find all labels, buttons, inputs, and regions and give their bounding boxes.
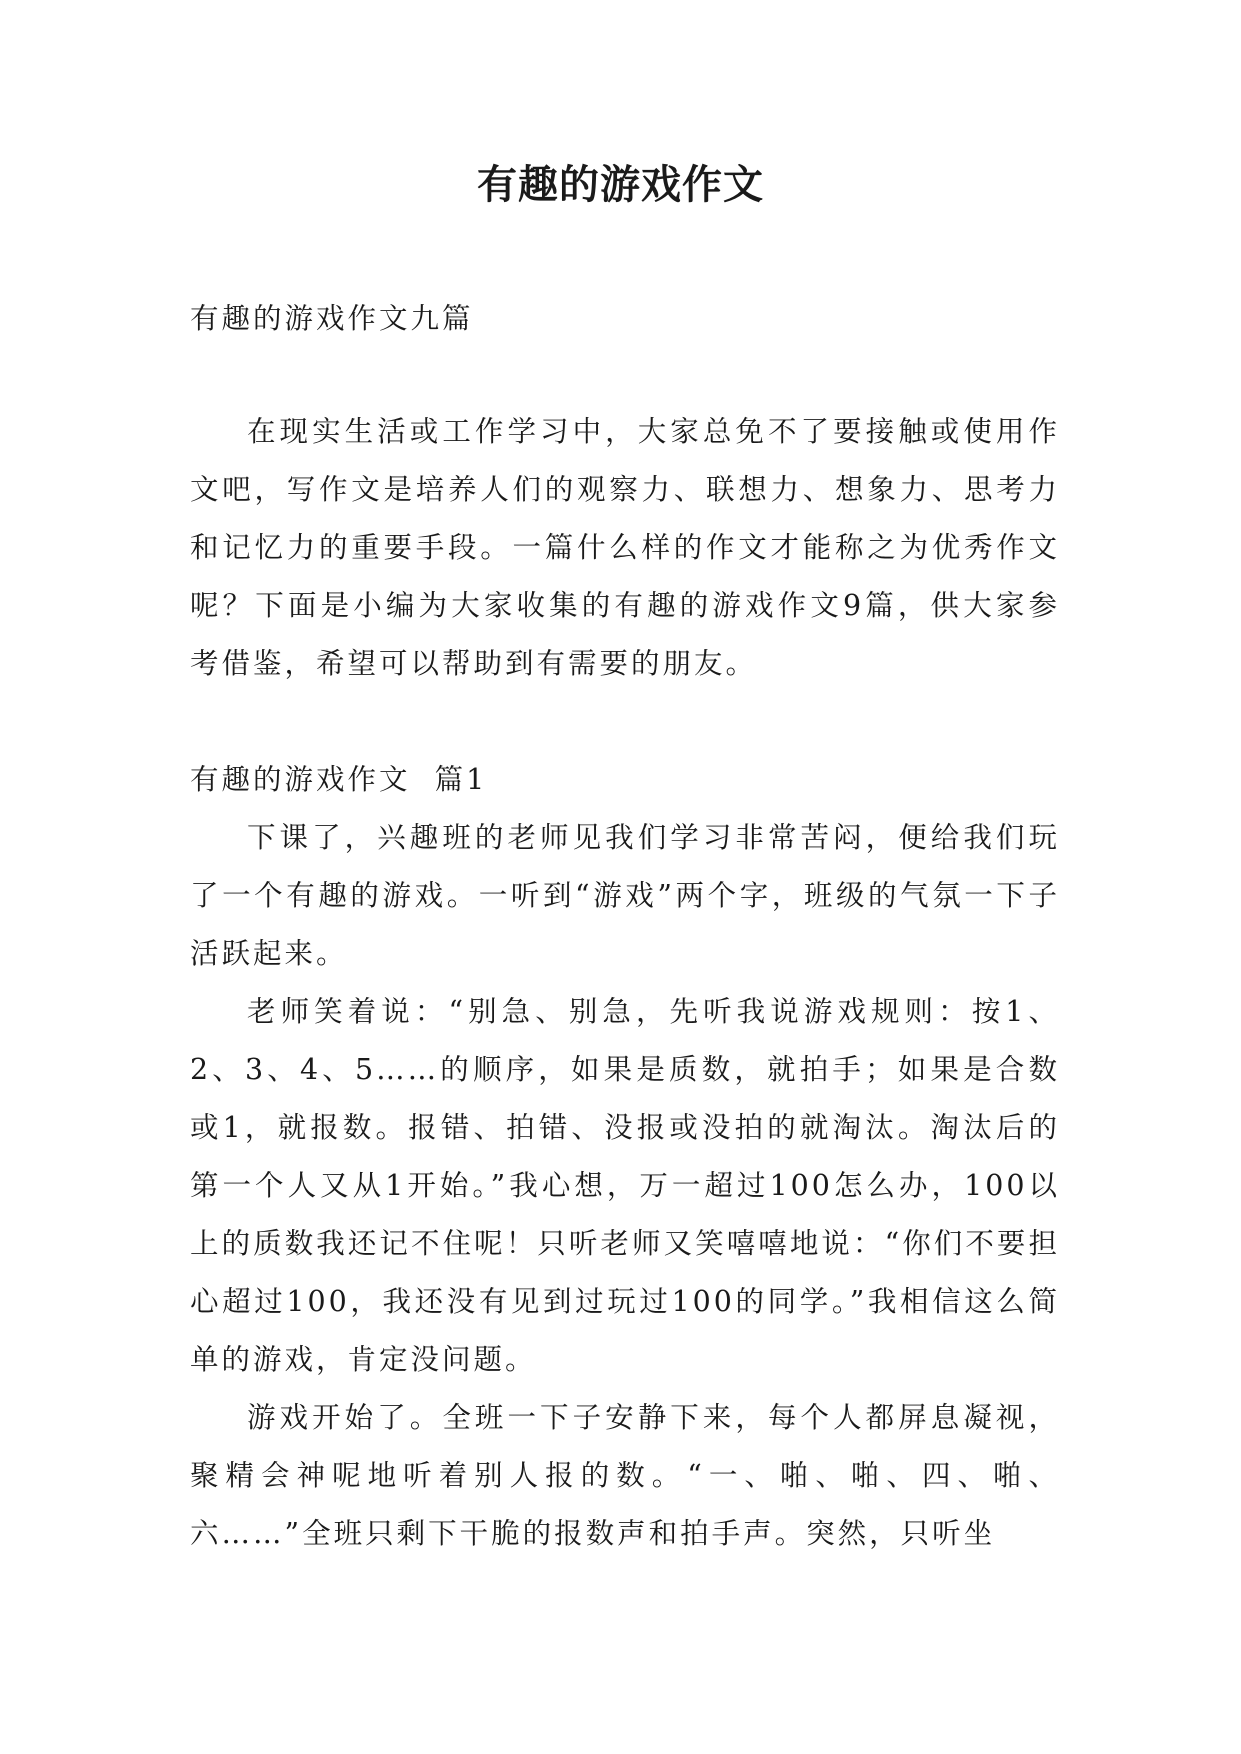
document-title: 有趣的游戏作文 [477,161,764,208]
intro-paragraph: 在现实生活或工作学习中，大家总免不了要接触或使用作文吧，写作文是培养人们的观察力、联想力、想象力、思考力和记忆力的重要手段。一篇什么样的作文才能称之为优秀作文呢？下面是小编为大家收集的有趣的游戏作文9篇，供大家参考借鉴，希望可以帮助到有需要的朋友。 [190,415,1060,680]
document-subtitle: 有趣的游戏作文九篇 [190,302,474,335]
section-heading: 有趣的游戏作文 篇1 [190,763,488,796]
body-paragraph-2: 老师笑着说：“别急、别急，先听我说游戏规则：按1、2、3、4、5……的顺序，如果是质数，就拍手；如果是合数或1，就报数。报错、拍错、没报或没拍的就淘汰。淘汰后的第一个人又从1开始。”我心想，万一超过100怎么办，100以上的质数我还记不住呢！只听老师又笑嘻嘻地说：“你们不要担心超过100，我还没有见到过玩过100的同学。”我相信这么简单的游戏，肯定没问题。 [190,995,1060,1376]
body-paragraph-1: 下课了，兴趣班的老师见我们学习非常苦闷，便给我们玩了一个有趣的游戏。一听到“游戏”两个字，班级的气氛一下子活跃起来。 [190,821,1060,970]
body-paragraph-3: 游戏开始了。全班一下子安静下来，每个人都屏息凝视，聚精会神呢地听着别人报的数。“一、啪、啪、四、啪、六……”全班只剩下干脆的报数声和拍手声。突然，只听坐 [190,1401,1060,1550]
